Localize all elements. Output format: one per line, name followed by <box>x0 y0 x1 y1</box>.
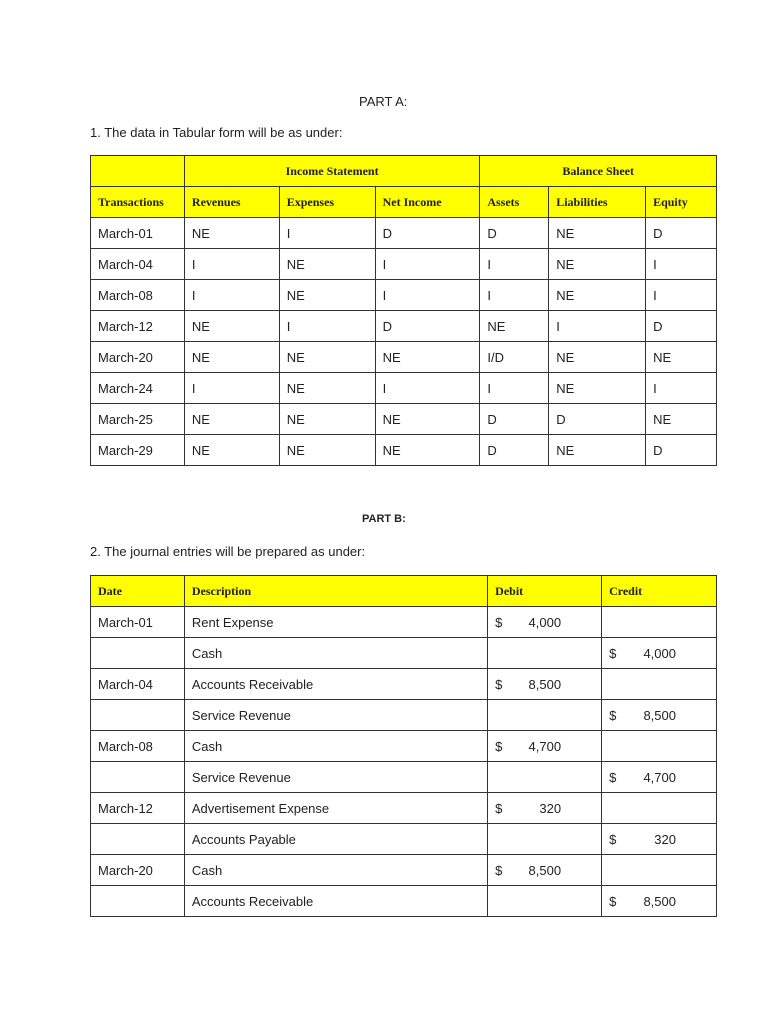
debit-value: 8,500 <box>528 862 562 878</box>
debit-amount <box>495 863 601 878</box>
currency-symbol: $ <box>495 800 503 816</box>
table-cell: March-25 <box>91 404 185 435</box>
column-header: Date <box>91 576 185 607</box>
credit-amount <box>609 894 716 909</box>
description-cell: Service Revenue <box>184 762 487 793</box>
debit-amount <box>495 801 601 816</box>
debit-amount <box>495 739 601 754</box>
table-row <box>91 218 717 249</box>
column-header-row <box>91 187 717 218</box>
credit-value: 320 <box>654 831 676 847</box>
table-cell: D <box>480 435 549 466</box>
column-header: Description <box>184 576 487 607</box>
table-row <box>91 280 717 311</box>
column-header: Net Income <box>375 187 480 218</box>
column-header: Expenses <box>279 187 375 218</box>
credit-value: 4,700 <box>643 769 676 785</box>
debit-cell <box>488 669 602 700</box>
table-cell: I <box>549 311 646 342</box>
income-statement-header: Income Statement <box>184 156 479 187</box>
journal-row <box>91 731 717 762</box>
date-cell: March-20 <box>91 855 185 886</box>
table-cell: March-29 <box>91 435 185 466</box>
table-cell: D <box>646 435 717 466</box>
table-cell: NE <box>646 342 717 373</box>
table-cell: I <box>184 280 279 311</box>
journal-row <box>91 886 717 917</box>
table-row <box>91 311 717 342</box>
date-cell: March-12 <box>91 793 185 824</box>
description-cell: Rent Expense <box>184 607 487 638</box>
table-cell: I <box>375 280 480 311</box>
table-cell: I <box>480 249 549 280</box>
table-cell: NE <box>279 404 375 435</box>
column-header: Liabilities <box>549 187 646 218</box>
table-cell: NE <box>279 342 375 373</box>
table-cell: NE <box>184 404 279 435</box>
date-cell: March-01 <box>91 607 185 638</box>
credit-amount <box>609 770 716 785</box>
group-header-row <box>91 156 717 187</box>
credit-cell <box>602 669 717 700</box>
currency-symbol: $ <box>495 862 503 878</box>
table-cell: NE <box>480 311 549 342</box>
table-cell: NE <box>549 373 646 404</box>
part-b-title: PART B: <box>362 513 406 525</box>
date-cell <box>91 638 185 669</box>
part-a-title: PART A: <box>359 94 408 109</box>
table-cell: NE <box>375 404 480 435</box>
table-cell: I/D <box>480 342 549 373</box>
table-cell: NE <box>184 435 279 466</box>
debit-cell <box>488 824 602 855</box>
table-cell: NE <box>375 342 480 373</box>
journal-row <box>91 700 717 731</box>
table-cell: NE <box>549 249 646 280</box>
debit-cell <box>488 700 602 731</box>
description-cell: Cash <box>184 731 487 762</box>
table-cell: NE <box>549 218 646 249</box>
table-cell: NE <box>279 249 375 280</box>
description-cell: Accounts Payable <box>184 824 487 855</box>
table-cell: NE <box>184 311 279 342</box>
table-cell: D <box>480 404 549 435</box>
table-row <box>91 435 717 466</box>
currency-symbol: $ <box>609 893 617 909</box>
debit-cell <box>488 731 602 762</box>
date-cell <box>91 700 185 731</box>
debit-value: 8,500 <box>528 676 562 692</box>
credit-cell <box>602 855 717 886</box>
debit-cell <box>488 886 602 917</box>
table-cell: NE <box>279 280 375 311</box>
column-header: Assets <box>480 187 549 218</box>
table-cell: NE <box>279 435 375 466</box>
date-cell: March-04 <box>91 669 185 700</box>
balance-sheet-header: Balance Sheet <box>480 156 717 187</box>
table-cell: NE <box>646 404 717 435</box>
column-header: Transactions <box>91 187 185 218</box>
table-cell: NE <box>549 435 646 466</box>
credit-cell <box>602 793 717 824</box>
debit-value: 4,000 <box>528 614 562 630</box>
date-cell <box>91 824 185 855</box>
journal-row <box>91 793 717 824</box>
table-cell: I <box>375 249 480 280</box>
journal-row <box>91 638 717 669</box>
table-cell: D <box>646 311 717 342</box>
date-cell <box>91 762 185 793</box>
table-cell: I <box>184 373 279 404</box>
column-header: Revenues <box>184 187 279 218</box>
currency-symbol: $ <box>495 614 503 630</box>
credit-cell <box>602 762 717 793</box>
table-row <box>91 404 717 435</box>
table-cell: March-24 <box>91 373 185 404</box>
debit-value: 4,700 <box>528 738 562 754</box>
credit-cell <box>602 886 717 917</box>
credit-cell <box>602 638 717 669</box>
table-cell: D <box>480 218 549 249</box>
date-cell: March-08 <box>91 731 185 762</box>
description-cell: Accounts Receivable <box>184 669 487 700</box>
table-row <box>91 342 717 373</box>
table-cell: D <box>646 218 717 249</box>
currency-symbol: $ <box>495 738 503 754</box>
credit-value: 4,000 <box>643 645 676 661</box>
table-cell: NE <box>184 342 279 373</box>
table-cell: D <box>375 311 480 342</box>
credit-amount <box>609 832 716 847</box>
table-cell: I <box>184 249 279 280</box>
credit-cell <box>602 731 717 762</box>
table-cell: I <box>646 373 717 404</box>
debit-cell <box>488 762 602 793</box>
table-cell: I <box>279 218 375 249</box>
currency-symbol: $ <box>609 831 617 847</box>
table-cell: I <box>375 373 480 404</box>
table-cell: NE <box>184 218 279 249</box>
column-header: Debit <box>488 576 602 607</box>
currency-symbol: $ <box>495 676 503 692</box>
table-cell: I <box>480 280 549 311</box>
credit-cell <box>602 824 717 855</box>
table-cell: March-08 <box>91 280 185 311</box>
table-cell: March-04 <box>91 249 185 280</box>
debit-cell <box>488 855 602 886</box>
table-cell: NE <box>279 373 375 404</box>
table-row <box>91 249 717 280</box>
credit-amount <box>609 646 716 661</box>
description-cell: Cash <box>184 855 487 886</box>
description-cell: Cash <box>184 638 487 669</box>
column-header: Credit <box>602 576 717 607</box>
journal-row <box>91 762 717 793</box>
table-cell: D <box>375 218 480 249</box>
table-cell: I <box>646 249 717 280</box>
column-header: Equity <box>646 187 717 218</box>
table-cell: D <box>549 404 646 435</box>
journal-row <box>91 607 717 638</box>
description-cell: Accounts Receivable <box>184 886 487 917</box>
table-cell: March-20 <box>91 342 185 373</box>
journal-table <box>90 575 717 917</box>
date-cell <box>91 886 185 917</box>
table-cell: March-12 <box>91 311 185 342</box>
credit-amount <box>609 708 716 723</box>
part-a-intro: 1. The data in Tabular form will be as under: <box>90 125 343 140</box>
debit-cell <box>488 793 602 824</box>
debit-cell <box>488 638 602 669</box>
effects-table <box>90 155 717 466</box>
table-cell: March-01 <box>91 218 185 249</box>
table-cell: I <box>279 311 375 342</box>
debit-amount <box>495 615 601 630</box>
currency-symbol: $ <box>609 707 617 723</box>
debit-amount <box>495 677 601 692</box>
table-cell: I <box>646 280 717 311</box>
journal-row <box>91 669 717 700</box>
journal-row <box>91 824 717 855</box>
part-b-intro: 2. The journal entries will be prepared as under: <box>90 544 366 559</box>
table-cell: NE <box>375 435 480 466</box>
debit-value: 320 <box>539 800 562 816</box>
description-cell: Advertisement Expense <box>184 793 487 824</box>
table-cell: NE <box>549 280 646 311</box>
credit-cell <box>602 700 717 731</box>
credit-value: 8,500 <box>643 707 676 723</box>
column-header-row <box>91 576 717 607</box>
table-cell: I <box>480 373 549 404</box>
credit-cell <box>602 607 717 638</box>
debit-cell <box>488 607 602 638</box>
blank-header-cell <box>91 156 185 187</box>
table-cell: NE <box>549 342 646 373</box>
description-cell: Service Revenue <box>184 700 487 731</box>
table-row <box>91 373 717 404</box>
journal-row <box>91 855 717 886</box>
currency-symbol: $ <box>609 645 617 661</box>
credit-value: 8,500 <box>643 893 676 909</box>
currency-symbol: $ <box>609 769 617 785</box>
